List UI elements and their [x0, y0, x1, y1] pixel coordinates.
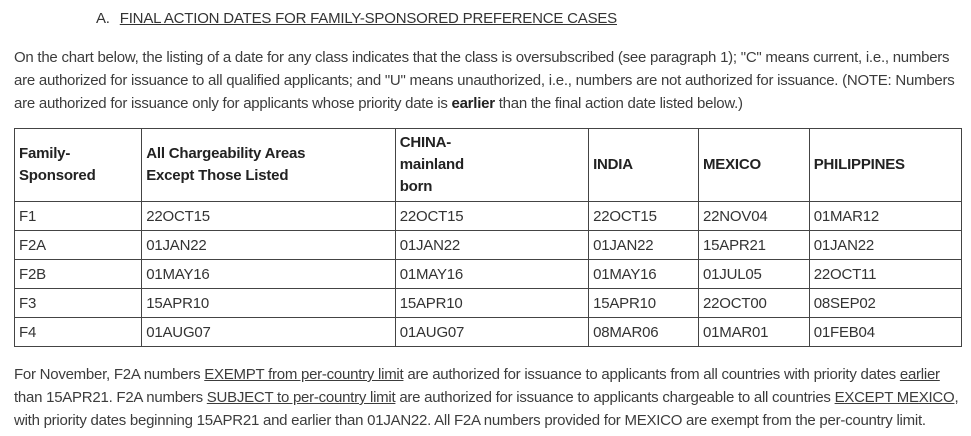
final-action-dates-table	[14, 128, 962, 347]
header-philippines: PHILIPPINES	[809, 129, 961, 202]
table-row	[15, 318, 962, 347]
table-cell: 22NOV04	[699, 202, 810, 231]
note-exempt-underlined: EXEMPT from per-country limit	[204, 366, 404, 383]
header-china: CHINA-mainland born	[395, 129, 588, 202]
table-cell: 01MAR01	[699, 318, 810, 347]
intro-bold-earlier: earlier	[451, 95, 495, 112]
section-heading	[96, 10, 617, 27]
table-cell: 22OCT15	[395, 202, 588, 231]
note-subject-underlined: SUBJECT to per-country limit	[206, 389, 396, 406]
intro-text-1: On the chart below, the listing of a date for any class indicates that the class is oversubscribed (see paragraph 1); "C" means current, i.e., numbers are authorized for issuance to all qualified applicants; and "U" means unauthorized, i.e., numbers are not authorized for issuance. (NOTE: Numbers are authorized for issuance only for applicants whose priority date is	[14, 49, 955, 112]
table-row	[15, 231, 962, 260]
table-cell: 22OCT11	[809, 260, 961, 289]
table-cell: 01JAN22	[589, 231, 699, 260]
table-cell: 22OCT15	[589, 202, 699, 231]
table-cell: 01MAY16	[395, 260, 588, 289]
note-text-2: are authorized for issuance to applicants from all countries with priority dates	[403, 366, 900, 383]
table-cell: 15APR10	[395, 289, 588, 318]
table-cell: 15APR10	[589, 289, 699, 318]
note-earlier-underlined: earlier	[899, 366, 940, 383]
f2a-note-paragraph	[14, 363, 962, 432]
table-cell: 01FEB04	[809, 318, 961, 347]
table-cell: 22OCT00	[699, 289, 810, 318]
table-cell: 01MAR12	[809, 202, 961, 231]
table-cell: 01AUG07	[142, 318, 396, 347]
intro-paragraph	[14, 46, 962, 115]
table-cell: 22OCT15	[142, 202, 396, 231]
section-title: FINAL ACTION DATES FOR FAMILY-SPONSORED PREFERENCE CASES	[119, 10, 617, 27]
header-all-chargeability: All Chargeability Areas Except Those Listed	[142, 129, 396, 202]
table-header-row	[15, 129, 962, 202]
note-text-4: are authorized for issuance to applicants chargeable to all countries	[395, 389, 835, 406]
table-row	[15, 289, 962, 318]
table-cell: 01JAN22	[395, 231, 588, 260]
table-cell: 01MAY16	[142, 260, 396, 289]
table-cell: F2B	[15, 260, 142, 289]
note-text-1: For November, F2A numbers	[14, 366, 205, 383]
note-except-mexico-underlined: EXCEPT MEXICO	[834, 389, 955, 406]
section-letter: A.	[96, 10, 110, 27]
table-row	[15, 202, 962, 231]
table-cell: F3	[15, 289, 142, 318]
header-india: INDIA	[589, 129, 699, 202]
table-cell: 01MAY16	[589, 260, 699, 289]
table-cell: 01JAN22	[142, 231, 396, 260]
table-row	[15, 260, 962, 289]
table-cell: F1	[15, 202, 142, 231]
table-cell: 08SEP02	[809, 289, 961, 318]
table-cell: 15APR10	[142, 289, 396, 318]
header-mexico: MEXICO	[699, 129, 810, 202]
table-cell: 01AUG07	[395, 318, 588, 347]
table-cell: F2A	[15, 231, 142, 260]
table-cell: 01JUL05	[699, 260, 810, 289]
header-family-sponsored: Family-Sponsored	[15, 129, 142, 202]
intro-text-2: than the final action date listed below.)	[494, 95, 743, 112]
note-text-5: , with priority dates beginning 15APR21 and earlier than 01JAN22. All F2A numbers provided for MEXICO are exempt from the per-country limit.	[14, 389, 959, 429]
table-cell: F4	[15, 318, 142, 347]
table-cell: 08MAR06	[589, 318, 699, 347]
table-cell: 01JAN22	[809, 231, 961, 260]
note-text-3: than 15APR21. F2A numbers	[14, 389, 207, 406]
table-cell: 15APR21	[699, 231, 810, 260]
